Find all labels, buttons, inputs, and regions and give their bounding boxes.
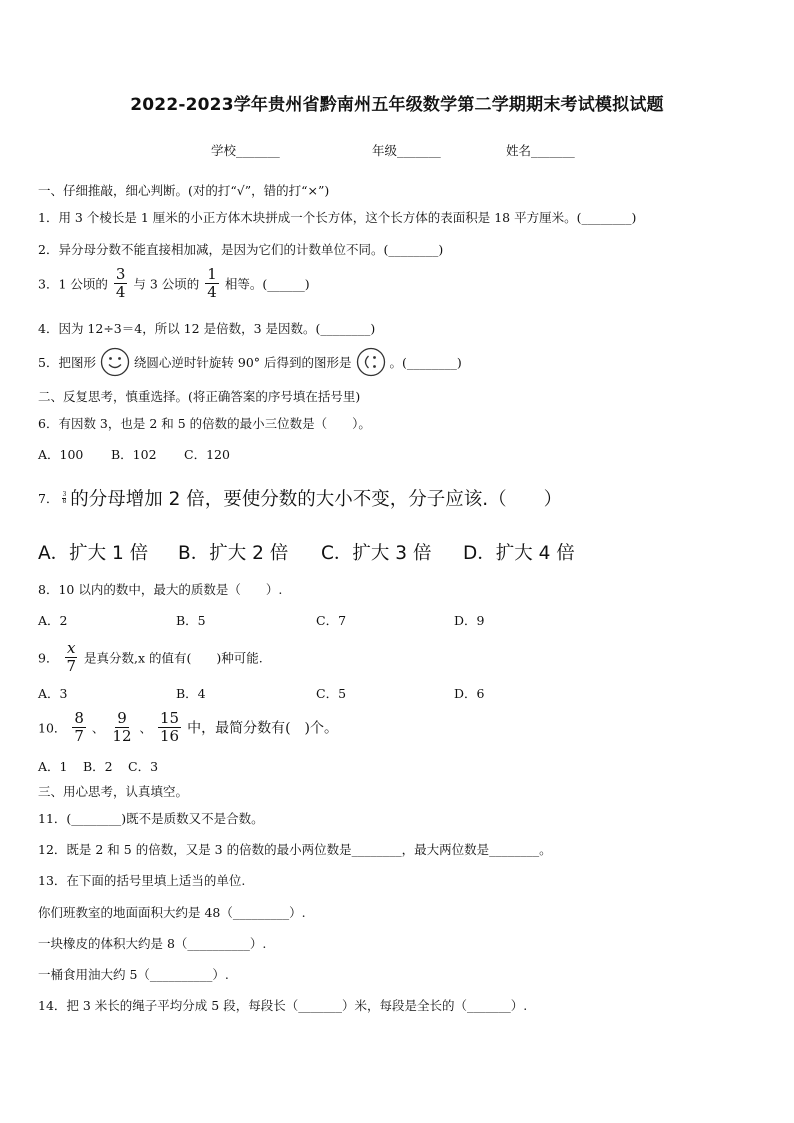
q8-option-a: A．2: [38, 613, 68, 628]
question-2: 2．异分母分数不能直接相加减，是因为它们的计数单位不同。(________): [38, 242, 444, 257]
q9-number: 9．: [38, 650, 59, 666]
q7-option-a: A．扩大 1 倍: [38, 543, 149, 564]
q3-text-a: 3．1 公顷的: [38, 276, 108, 292]
q6-option-b: B．102: [111, 447, 157, 462]
question-12: 12．既是 2 和 5 的倍数，又是 3 的倍数的最小两位数是________，最大两位数是________。: [38, 842, 552, 857]
question-9-options: [38, 684, 484, 702]
question-11: 11．(________)既不是质数又不是合数。: [38, 811, 264, 826]
q9-fraction: [64, 640, 78, 675]
question-3: [38, 266, 310, 301]
q10-f2-denominator: 12: [112, 727, 132, 745]
q9-option-c: C．5: [316, 686, 347, 701]
q10-f1-numerator: 8: [74, 709, 84, 727]
question-1: 1．用 3 个棱长是 1 厘米的小正方体木块拼成一个长方体，这个长方体的表面积是 18 平方厘米。(________): [38, 210, 637, 225]
name-field: 姓名_______: [506, 143, 575, 158]
q9-option-d: D．6: [454, 686, 485, 701]
q8-option-d: D．9: [454, 613, 485, 628]
q10-number: 10．: [38, 720, 67, 736]
q10-f1-denominator: 7: [74, 727, 84, 745]
q7-option-d: D．扩大 4 倍: [463, 543, 575, 564]
grade-field: 年级_______: [372, 143, 441, 158]
question-6: 6．有因数 3，也是 2 和 5 的倍数的最小三位数是（ ）。: [38, 416, 371, 431]
q9-numerator: x: [66, 639, 76, 657]
q10-separator-1: 、: [91, 720, 105, 736]
q5-text-a: 5．把图形: [38, 355, 96, 370]
q7-option-b: B．扩大 2 倍: [178, 543, 289, 564]
question-10: [38, 710, 338, 745]
question-4: 4．因为 12÷3＝4，所以 12 是倍数，3 是因数。(________): [38, 321, 376, 336]
question-8: 8．10 以内的数中，最大的质数是（ ）.: [38, 582, 283, 597]
q3-text-c: 相等。(______): [224, 276, 310, 292]
question-13-part-c: 一桶食用油大约 5（__________）.: [38, 967, 229, 982]
q9-text: 是真分数,x 的值有( )种可能.: [83, 650, 263, 666]
q3-f1-numerator: 3: [115, 265, 126, 283]
q7-fraction: [62, 492, 66, 505]
q3-fraction-2: [205, 266, 219, 301]
q3-f2-denominator: 4: [207, 283, 217, 301]
section3-heading: 三、用心思考，认真填空。: [38, 784, 189, 799]
q10-fraction-2: [110, 710, 133, 745]
q7-number: 7．: [38, 491, 59, 506]
q10-text: 中，最简分数有( )个。: [187, 720, 339, 737]
page-title: 2022-2023学年贵州省黔南州五年级数学第二学期期末考试模拟试题: [130, 95, 664, 115]
q3-text-b: 与 3 公顷的: [133, 276, 200, 292]
q10-separator-2: 、: [139, 720, 153, 736]
q5-text-c: 。(________): [389, 355, 462, 370]
q10-f2-numerator: 9: [117, 709, 127, 727]
smiley-face-icon: [100, 347, 130, 377]
q8-option-b: B．5: [176, 613, 206, 628]
rotated-smiley-face-icon: [356, 347, 386, 377]
q9-option-a: A．3: [38, 686, 68, 701]
question-14: 14．把 3 米长的绳子平均分成 5 段，每段长（_______）米，每段是全长的（_______）.: [38, 998, 528, 1013]
q10-option-a: A．1: [38, 759, 68, 774]
question-13-part-b: 一块橡皮的体积大约是 8（__________）.: [38, 936, 267, 951]
section1-heading: 一、仔细推敲，细心判断。(对的打“√”，错的打“×”): [38, 183, 330, 198]
question-6-options: [38, 445, 230, 463]
q5-text-b: 绕圆心逆时针旋转 90° 后得到的图形是: [133, 355, 352, 370]
q7-numerator: 3: [62, 490, 67, 498]
q10-option-c: C．3: [128, 759, 159, 774]
q7-option-c: C．扩大 3 倍: [321, 543, 432, 564]
q8-option-c: C．7: [316, 613, 347, 628]
q10-option-b: B．2: [83, 759, 113, 774]
question-13: 13．在下面的括号里填上适当的单位.: [38, 873, 246, 888]
question-13-part-a: 你们班教室的地面面积大约是 48（_________）.: [38, 905, 306, 920]
q10-f3-numerator: 15: [160, 709, 180, 727]
q6-option-c: C．120: [184, 447, 230, 462]
q3-fraction-1: [114, 266, 128, 301]
school-field: 学校_______: [211, 143, 280, 158]
q6-option-a: A．100: [38, 447, 84, 462]
q10-f3-denominator: 16: [160, 727, 180, 745]
q9-option-b: B．4: [176, 686, 206, 701]
question-5: [38, 347, 462, 377]
question-9: [38, 640, 263, 675]
question-7: [38, 485, 562, 511]
question-8-options: [38, 611, 484, 629]
question-7-options: [38, 539, 575, 565]
question-10-options: [38, 757, 158, 775]
q7-denominator: 8: [62, 497, 67, 505]
section2-heading: 二、反复思考，慎重选择。(将正确答案的序号填在括号里): [38, 389, 361, 404]
q9-denominator: 7: [66, 657, 76, 675]
q10-fraction-3: [158, 710, 181, 745]
q10-fraction-1: [72, 710, 86, 745]
q7-text: 的分母增加 2 倍，要使分数的大小不变，分子应该.（ ）: [70, 489, 563, 510]
q3-f2-numerator: 1: [207, 265, 217, 283]
q3-f1-denominator: 4: [115, 283, 126, 301]
